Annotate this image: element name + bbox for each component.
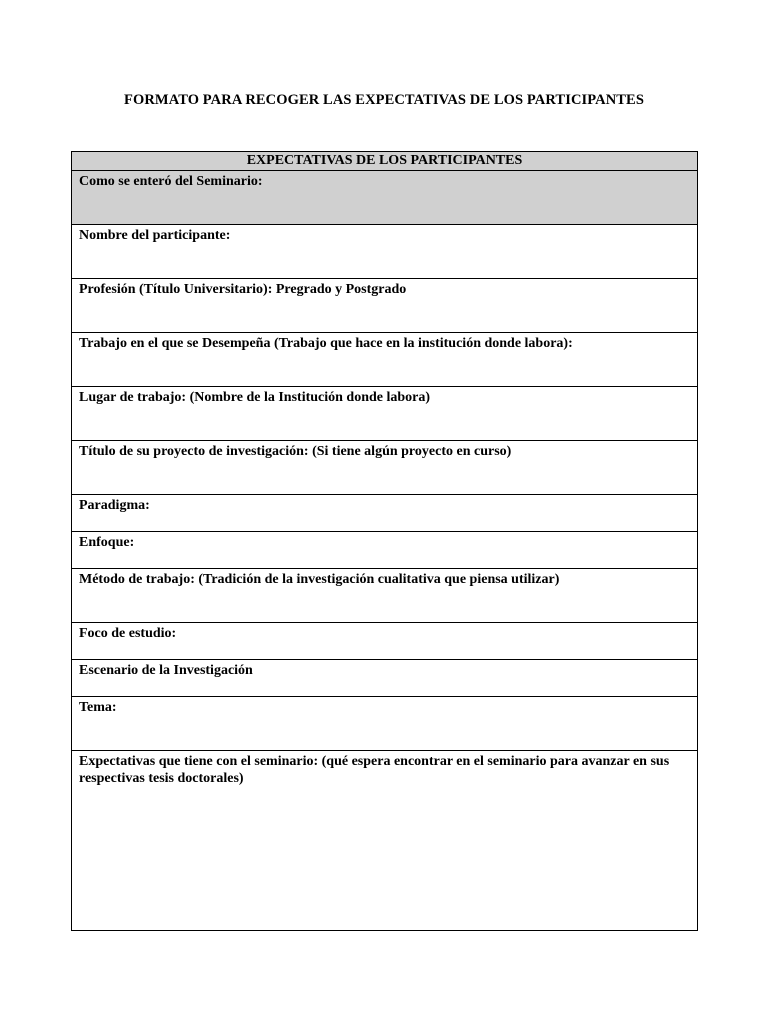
- field-profession[interactable]: Profesión (Título Universitario): Pregrado y Postgrado: [72, 279, 698, 333]
- field-approach[interactable]: Enfoque:: [72, 532, 698, 569]
- field-workplace[interactable]: Lugar de trabajo: (Nombre de la Institución donde labora): [72, 387, 698, 441]
- field-research-project-title[interactable]: Título de su proyecto de investigación: (Si tiene algún proyecto en curso): [72, 441, 698, 495]
- field-work-method[interactable]: Método de trabajo: (Tradición de la investigación cualitativa que piensa utilizar): [72, 569, 698, 623]
- field-participant-name[interactable]: Nombre del participante:: [72, 225, 698, 279]
- field-seminar-expectations[interactable]: Expectativas que tiene con el seminario: (qué espera encontrar en el seminario para avanzar en sus respectivas tesis doctorales): [72, 751, 698, 931]
- field-topic[interactable]: Tema:: [72, 697, 698, 751]
- page-title: FORMATO PARA RECOGER LAS EXPECTATIVAS DE LOS PARTICIPANTES: [124, 92, 644, 108]
- field-job-role[interactable]: Trabajo en el que se Desempeña (Trabajo que hace en la institución donde labora):: [72, 333, 698, 387]
- field-research-setting[interactable]: Escenario de la Investigación: [72, 660, 698, 697]
- table-header: EXPECTATIVAS DE LOS PARTICIPANTES: [72, 152, 698, 171]
- field-how-heard[interactable]: Como se enteró del Seminario:: [72, 171, 698, 225]
- field-paradigm[interactable]: Paradigma:: [72, 495, 698, 532]
- field-study-focus[interactable]: Foco de estudio:: [72, 623, 698, 660]
- expectations-form-table: [71, 151, 698, 931]
